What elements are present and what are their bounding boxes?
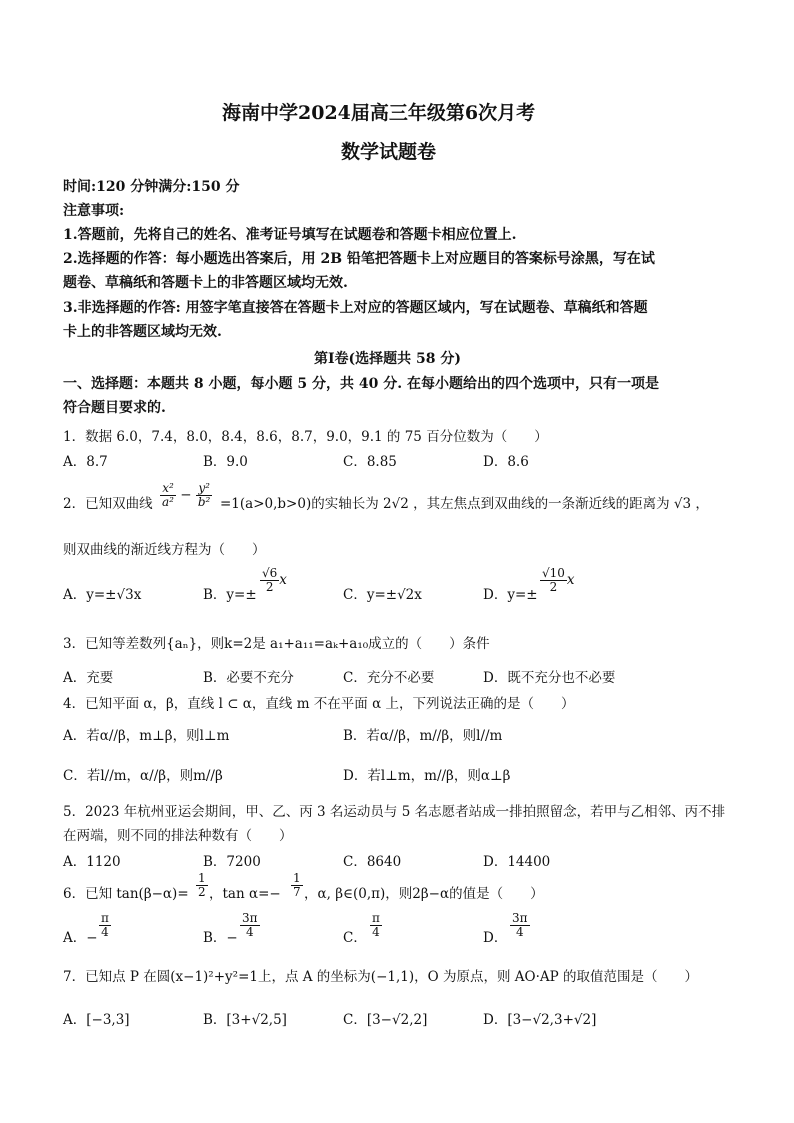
q4-stem: 4．已知平面 α，β，直线 l ⊂ α，直线 m 不在平面 α 上，下列说法正确的是（ ） [63,696,575,712]
time-info: 时间:120 分钟满分:150 分 [63,179,240,195]
section-heading-a: 一、选择题：本题共 8 小题，每小题 5 分，共 40 分. 在每小题给出的四个选项中，只有一项是 [63,376,659,392]
q2-option-b: B．y=± [203,587,257,603]
q2-stem-pre: 2．已知双曲线 [63,496,153,512]
q4-option-b: B．若α//β，m//β，则l//m [343,728,503,744]
q2-option-a: A．y=±√3x [63,587,142,603]
q7-stem: 7．已知点 P 在圆(x−1)²+y²=1上，点 A 的坐标为(−1,1)，O 为原点，则 AO·AP 的取值范围是（ ） [63,969,698,985]
q6-option-c: C． [343,930,367,946]
q2-option-d: D．y=± [483,587,538,603]
q1-option-b: B．9.0 [203,454,248,470]
q6-option-c-fraction: $\frac{\pi}{4}$ [372,911,380,940]
section-heading-b: 符合题目要求的. [63,400,166,416]
q2-stem-line2: 则双曲线的渐近线方程为（ ） [63,542,266,558]
q5-stem-b: 在两端，则不同的排法种数有（ ） [63,828,293,844]
q4-option-c: C．若l//m，α//β，则m//β [63,768,223,784]
q6-stem-post: ，α, β∈(0,π)，则2β−α的值是（ ） [304,886,544,902]
q3-option-c: C．充分不必要 [343,670,435,686]
notice-3b: 卡上的非答题区域均无效. [63,324,222,340]
q7-option-c: C．[3−√2,2] [343,1012,428,1028]
q2-option-d-fraction: $\frac{√10}{2}$ x [542,566,575,595]
q7-option-d: D．[3−√2,3+√2] [483,1012,597,1028]
part-title: 第Ⅰ卷(选择题共 58 分) [314,351,462,367]
q5-option-d: D．14400 [483,854,551,870]
q6-option-d: D． [483,930,508,946]
q1-stem: 1．数据 6.0，7.4，8.0，8.4，8.6，8.7，9.0，9.1 的 75 百分位数为（ ） [63,429,548,445]
exam-title: 海南中学2024届高三年级第6次月考 [222,102,536,124]
q6-option-a: A．− [63,930,98,946]
q5-option-c: C．8640 [343,854,402,870]
q6-option-b-fraction: $\frac{3\pi}{4}$ [242,911,258,940]
q6-option-d-fraction: $\frac{3\pi}{4}$ [512,911,528,940]
q2-option-c: C．y=±√2x [343,587,422,603]
exam-subtitle: 数学试题卷 [341,141,437,163]
q1-option-c: C．8.85 [343,454,397,470]
q2-hyperbola-fraction: $\frac{\text{x²}}{\text{a²}}$ − $\frac{\text{y²}}{\text{b²}}$ [162,481,211,510]
q1-option-d: D．8.6 [483,454,529,470]
q6-stem-pre: 6．已知 tan(β−α)= [63,886,189,902]
notice-1: 1.答题前，先将自己的姓名、准考证号填写在试题卷和答题卡相应位置上. [63,227,517,243]
q7-option-a: A．[−3,3] [63,1012,130,1028]
q2-stem-mid: =1(a>0,b>0)的实轴长为 2√2 ，其左焦点到双曲线的一条渐近线的距离为 √3 ， [220,496,709,512]
q6-fraction-1: $\frac{1}{2}$ [198,871,206,900]
notice-2b: 题卷、草稿纸和答题卡上的非答题区域均无效. [63,275,348,291]
q1-option-a: A．8.7 [63,454,108,470]
q6-option-a-fraction: $\frac{\pi}{4}$ [101,911,109,940]
notice-2a: 2.选择题的作答：每小题选出答案后，用 2B 铅笔把答题卡上对应题目的答案标号涂黑，写在试 [63,251,655,267]
notice-title: 注意事项: [63,203,125,219]
q4-option-a: A．若α//β，m⊥β，则l⊥m [63,728,230,744]
q7-option-b: B．[3+√2,5] [203,1012,287,1028]
q5-stem-a: 5．2023 年杭州亚运会期间，甲、乙、丙 3 名运动员与 5 名志愿者站成一排拍照留念，若甲与乙相邻、丙不排 [63,804,726,820]
q6-fraction-2: $\frac{1}{7}$ [293,871,301,900]
q4-option-d: D．若l⊥m，m//β，则α⊥β [343,768,511,784]
notice-3a: 3.非选择题的作答: 用签字笔直接答在答题卡上对应的答题区域内，写在试题卷、草稿纸和答题 [63,300,648,316]
q3-option-d: D．既不充分也不必要 [483,670,616,686]
q3-option-b: B．必要不充分 [203,670,294,686]
q3-stem: 3．已知等差数列{aₙ}，则k=2是 a₁+a₁₁=aₖ+a₁₀成立的（ ）条件 [63,636,490,652]
q5-option-a: A．1120 [63,854,121,870]
q3-option-a: A．充要 [63,670,114,686]
q6-option-b: B．− [203,930,238,946]
q2-option-b-fraction: $\frac{√6}{2}$ x [262,566,287,595]
q5-option-b: B．7200 [203,854,261,870]
q6-stem-mid: ，tan α=− [209,886,281,902]
